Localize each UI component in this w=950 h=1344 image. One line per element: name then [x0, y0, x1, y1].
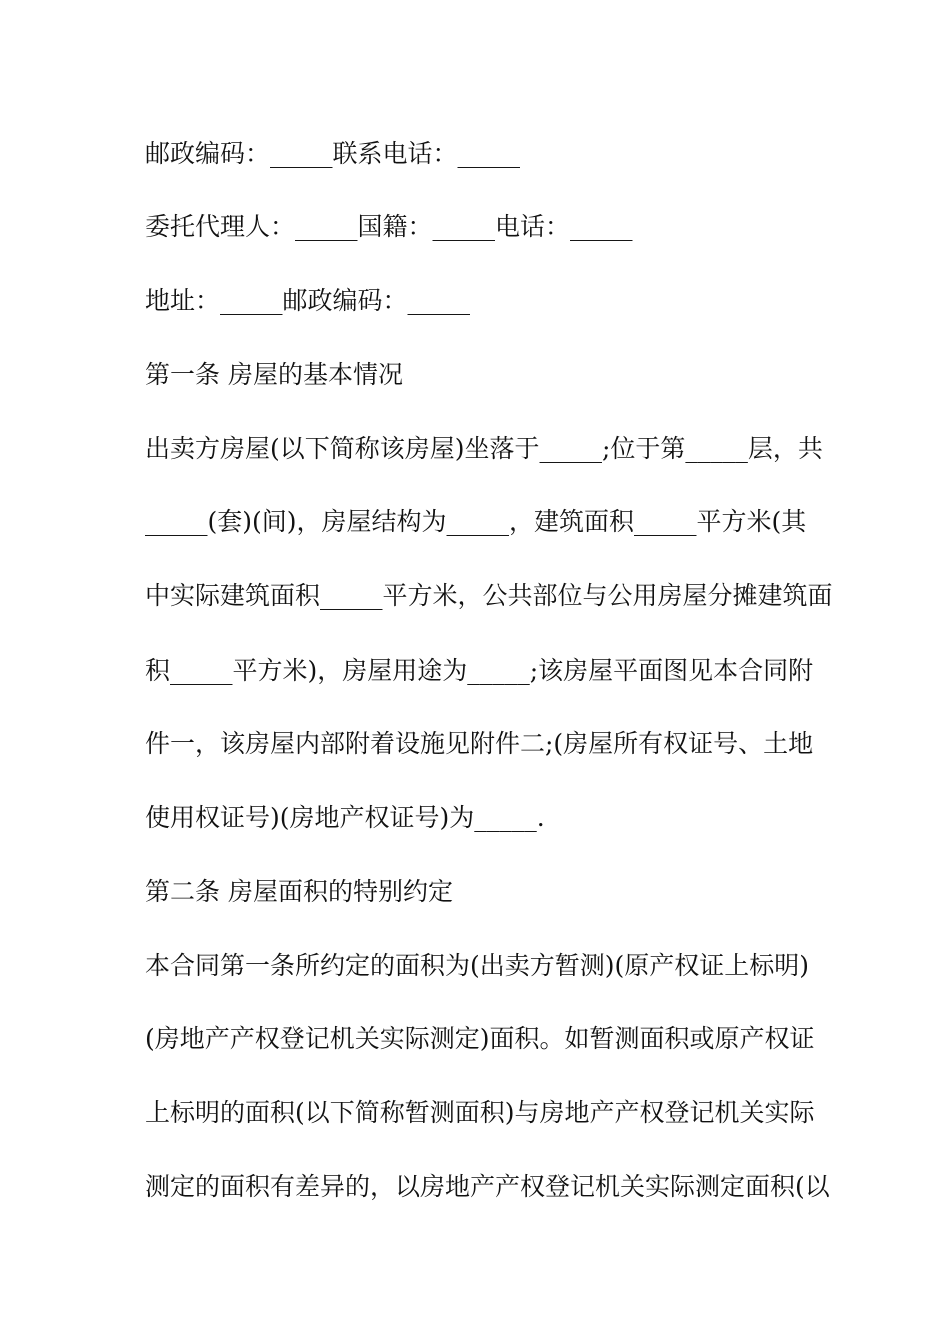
article-2-paragraph-line: 上标明的面积(以下简称暂测面积)与房地产产权登记机关实际	[145, 1098, 815, 1127]
agent-nationality-phone-line: 委托代理人：_____国籍：_____电话：_____	[145, 212, 633, 241]
address-postcode-line: 地址：_____邮政编码：_____	[145, 286, 471, 315]
article-1-paragraph-line: 出卖方房屋(以下简称该房屋)坐落于_____;位于第_____层，共	[145, 434, 823, 463]
article-2-paragraph-line: (房地产产权登记机关实际测定)面积。如暂测面积或原产权证	[145, 1024, 815, 1053]
article-1-heading: 第一条 房屋的基本情况	[145, 360, 403, 389]
article-1-paragraph-line: 积_____平方米)，房屋用途为_____;该房屋平面图见本合同附	[145, 656, 814, 685]
article-2-heading: 第二条 房屋面积的特别约定	[145, 877, 453, 906]
article-1-paragraph-line: 使用权证号)(房地产权证号)为_____.	[145, 803, 545, 832]
contact-postcode-phone-line: 邮政编码：_____联系电话：_____	[145, 139, 521, 168]
article-2-paragraph-line: 测定的面积有差异的，以房地产产权登记机关实际测定面积(以	[145, 1172, 830, 1201]
article-1-paragraph-line: 件一，该房屋内部附着设施见附件二;(房屋所有权证号、土地	[145, 729, 814, 758]
article-1-paragraph-line: 中实际建筑面积_____平方米，公共部位与公用房屋分摊建筑面	[145, 581, 833, 610]
article-2-paragraph-line: 本合同第一条所约定的面积为(出卖方暂测)(原产权证上标明)	[145, 951, 810, 980]
article-1-paragraph-line: _____(套)(间)，房屋结构为_____，建筑面积_____平方米(其	[145, 507, 807, 536]
